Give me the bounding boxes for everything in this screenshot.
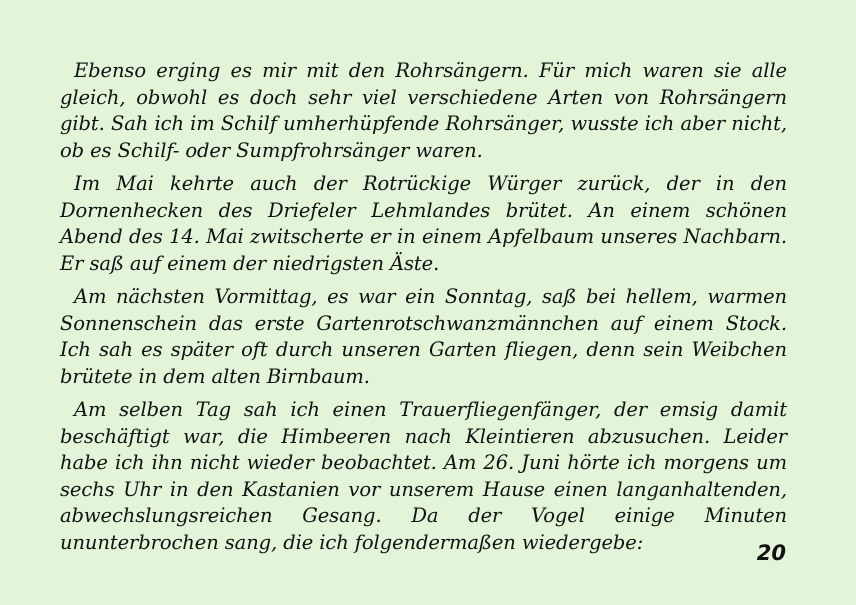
page-number: 20 (756, 541, 786, 565)
paragraph-wuerger: Im Mai kehrte auch der Rotrückige Würger zurück, der in den Dornenhecken des Driefeler Lehmlandes brütet. An einem schönen Abend des 14. Mai zwitscherte er in einem Apfelbaum unseres Nachbarn. Er saß auf einem der niedrigsten Äste. (60, 172, 787, 275)
paragraph-gartenrotschwanz: Am nächsten Vormittag, es war ein Sonntag, saß bei hellem, warmen Sonnenschein das erste Gartenrotschwanzmännchen auf einem Stock. Ich sah es später oft durch unseren Garten fliegen, denn sein Weibchen brütete in dem alten Birnbaum. (60, 285, 787, 388)
page-body (60, 58, 787, 563)
paragraph-trauerfliegenfaenger: Am selben Tag sah ich einen Trauerfliegenfänger, der emsig damit beschäftigt war, die Himbeeren nach Kleintieren abzusuchen. Leider habe ich ihn nicht wieder beobachtet. Am 26. Juni hörte ich morgens um sechs Uhr in den Kastanien vor unserem Hause einen langanhaltenden, abwechslungsreichen Gesang. Da der Vogel einige Minuten ununterbrochen sang, die ich folgendermaßen wiedergebe: (60, 398, 787, 554)
paragraph-rohrsaenger: Ebenso erging es mir mit den Rohrsängern. Für mich waren sie alle gleich, obwohl es doch sehr viel verschiedene Arten von Rohrsängern gibt. Sah ich im Schilf umherhüpfende Rohrsänger, wusste ich aber nicht, ob es Schilf- oder Sumpfrohrsänger waren. (60, 59, 787, 162)
